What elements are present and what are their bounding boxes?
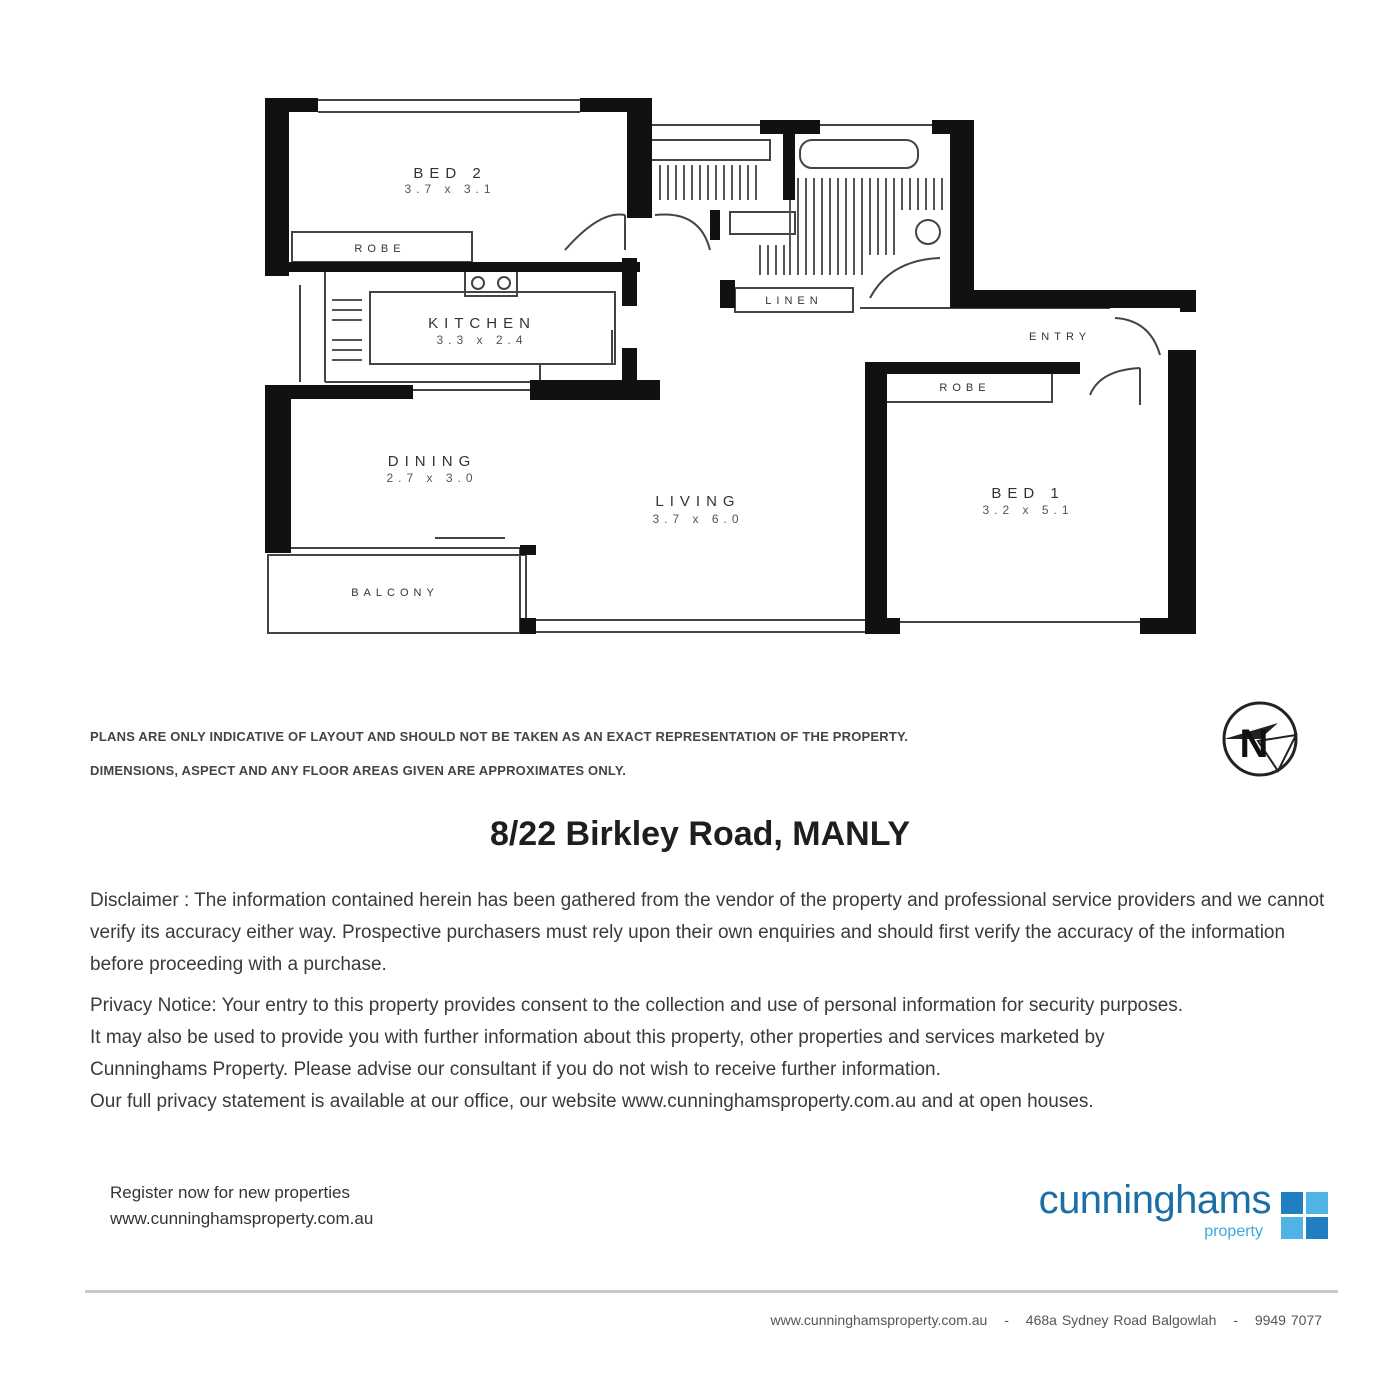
footer-address: 468a Sydney Road Balgowlah <box>1025 1312 1217 1328</box>
linen-label: LINEN <box>765 295 823 307</box>
plans-disclaimer-line-2: DIMENSIONS, ASPECT AND ANY FLOOR AREAS GIVEN ARE APPROXIMATES ONLY. <box>90 763 627 778</box>
register-block <box>110 1180 373 1232</box>
bed1-robe-label: ROBE <box>939 382 991 394</box>
brand-subtitle: property <box>1204 1223 1263 1240</box>
property-address: 8/22 Birkley Road, MANLY <box>489 815 911 853</box>
privacy-line-3: Cunninghams Property. Please advise our consultant if you do not wish to receive further information. <box>90 1059 941 1080</box>
room-dining-dims: 2.7 x 3.0 <box>386 471 478 485</box>
room-balcony-label: BALCONY <box>351 587 439 599</box>
room-kitchen-label: KITCHEN <box>428 315 536 332</box>
room-bed2-dims: 3.7 x 3.1 <box>404 182 496 196</box>
room-bed2-label: BED 2 <box>413 165 487 182</box>
brand-name: cunninghams <box>1038 1178 1271 1222</box>
privacy-notice <box>90 990 1340 1118</box>
privacy-line-1: Privacy Notice: Your entry to this property provides consent to the collection and use of personal information for security purposes. <box>90 995 1184 1016</box>
room-living-label: LIVING <box>655 493 741 510</box>
room-dining-label: DINING <box>387 453 477 470</box>
footer-separator: - <box>1004 1312 1009 1328</box>
footer <box>758 1312 1322 1328</box>
room-living-dims: 3.7 x 6.0 <box>652 512 744 526</box>
plans-disclaimer <box>90 720 1210 788</box>
plan-thick-walls <box>265 98 1196 634</box>
north-arrow-icon <box>1218 697 1302 781</box>
footer-separator: - <box>1233 1312 1238 1328</box>
register-website[interactable]: www.cunninghamsproperty.com.au <box>110 1209 374 1228</box>
disclaimer-text: Disclaimer : The information contained herein has been gathered from the vendor of the property and professional service providers and we cannot verify its accuracy either way. Prospective purchasers must rely upon their own enquiries and should first verify the accuracy of the information before proceeding with a purchase. <box>90 890 1325 975</box>
brand-tiles-icon <box>1281 1192 1329 1240</box>
footer-divider <box>85 1290 1338 1293</box>
room-bed1-label: BED 1 <box>991 485 1065 502</box>
plans-disclaimer-line-1: PLANS ARE ONLY INDICATIVE OF LAYOUT AND SHOULD NOT BE TAKEN AS AN EXACT REPRESENTATION OF THE PROPERTY. <box>90 729 909 744</box>
bed2-robe-label: ROBE <box>354 243 406 255</box>
room-entry-label: ENTRY <box>1028 331 1092 343</box>
compass-letter: N <box>1239 722 1269 766</box>
privacy-line-2: It may also be used to provide you with further information about this property, other properties and services marketed by <box>90 1027 1105 1048</box>
room-kitchen-dims: 3.3 x 2.4 <box>436 333 528 347</box>
privacy-line-4: Our full privacy statement is available at our office, our website www.cunninghamsproperty.com.au and at open houses. <box>90 1091 1094 1112</box>
footer-phone[interactable]: 9949 7077 <box>1254 1312 1322 1328</box>
brand-logo <box>1005 1178 1335 1248</box>
room-bed1-dims: 3.2 x 5.1 <box>982 503 1074 517</box>
footer-website[interactable]: www.cunninghamsproperty.com.au <box>770 1312 988 1328</box>
register-text: Register now for new properties <box>110 1183 351 1202</box>
